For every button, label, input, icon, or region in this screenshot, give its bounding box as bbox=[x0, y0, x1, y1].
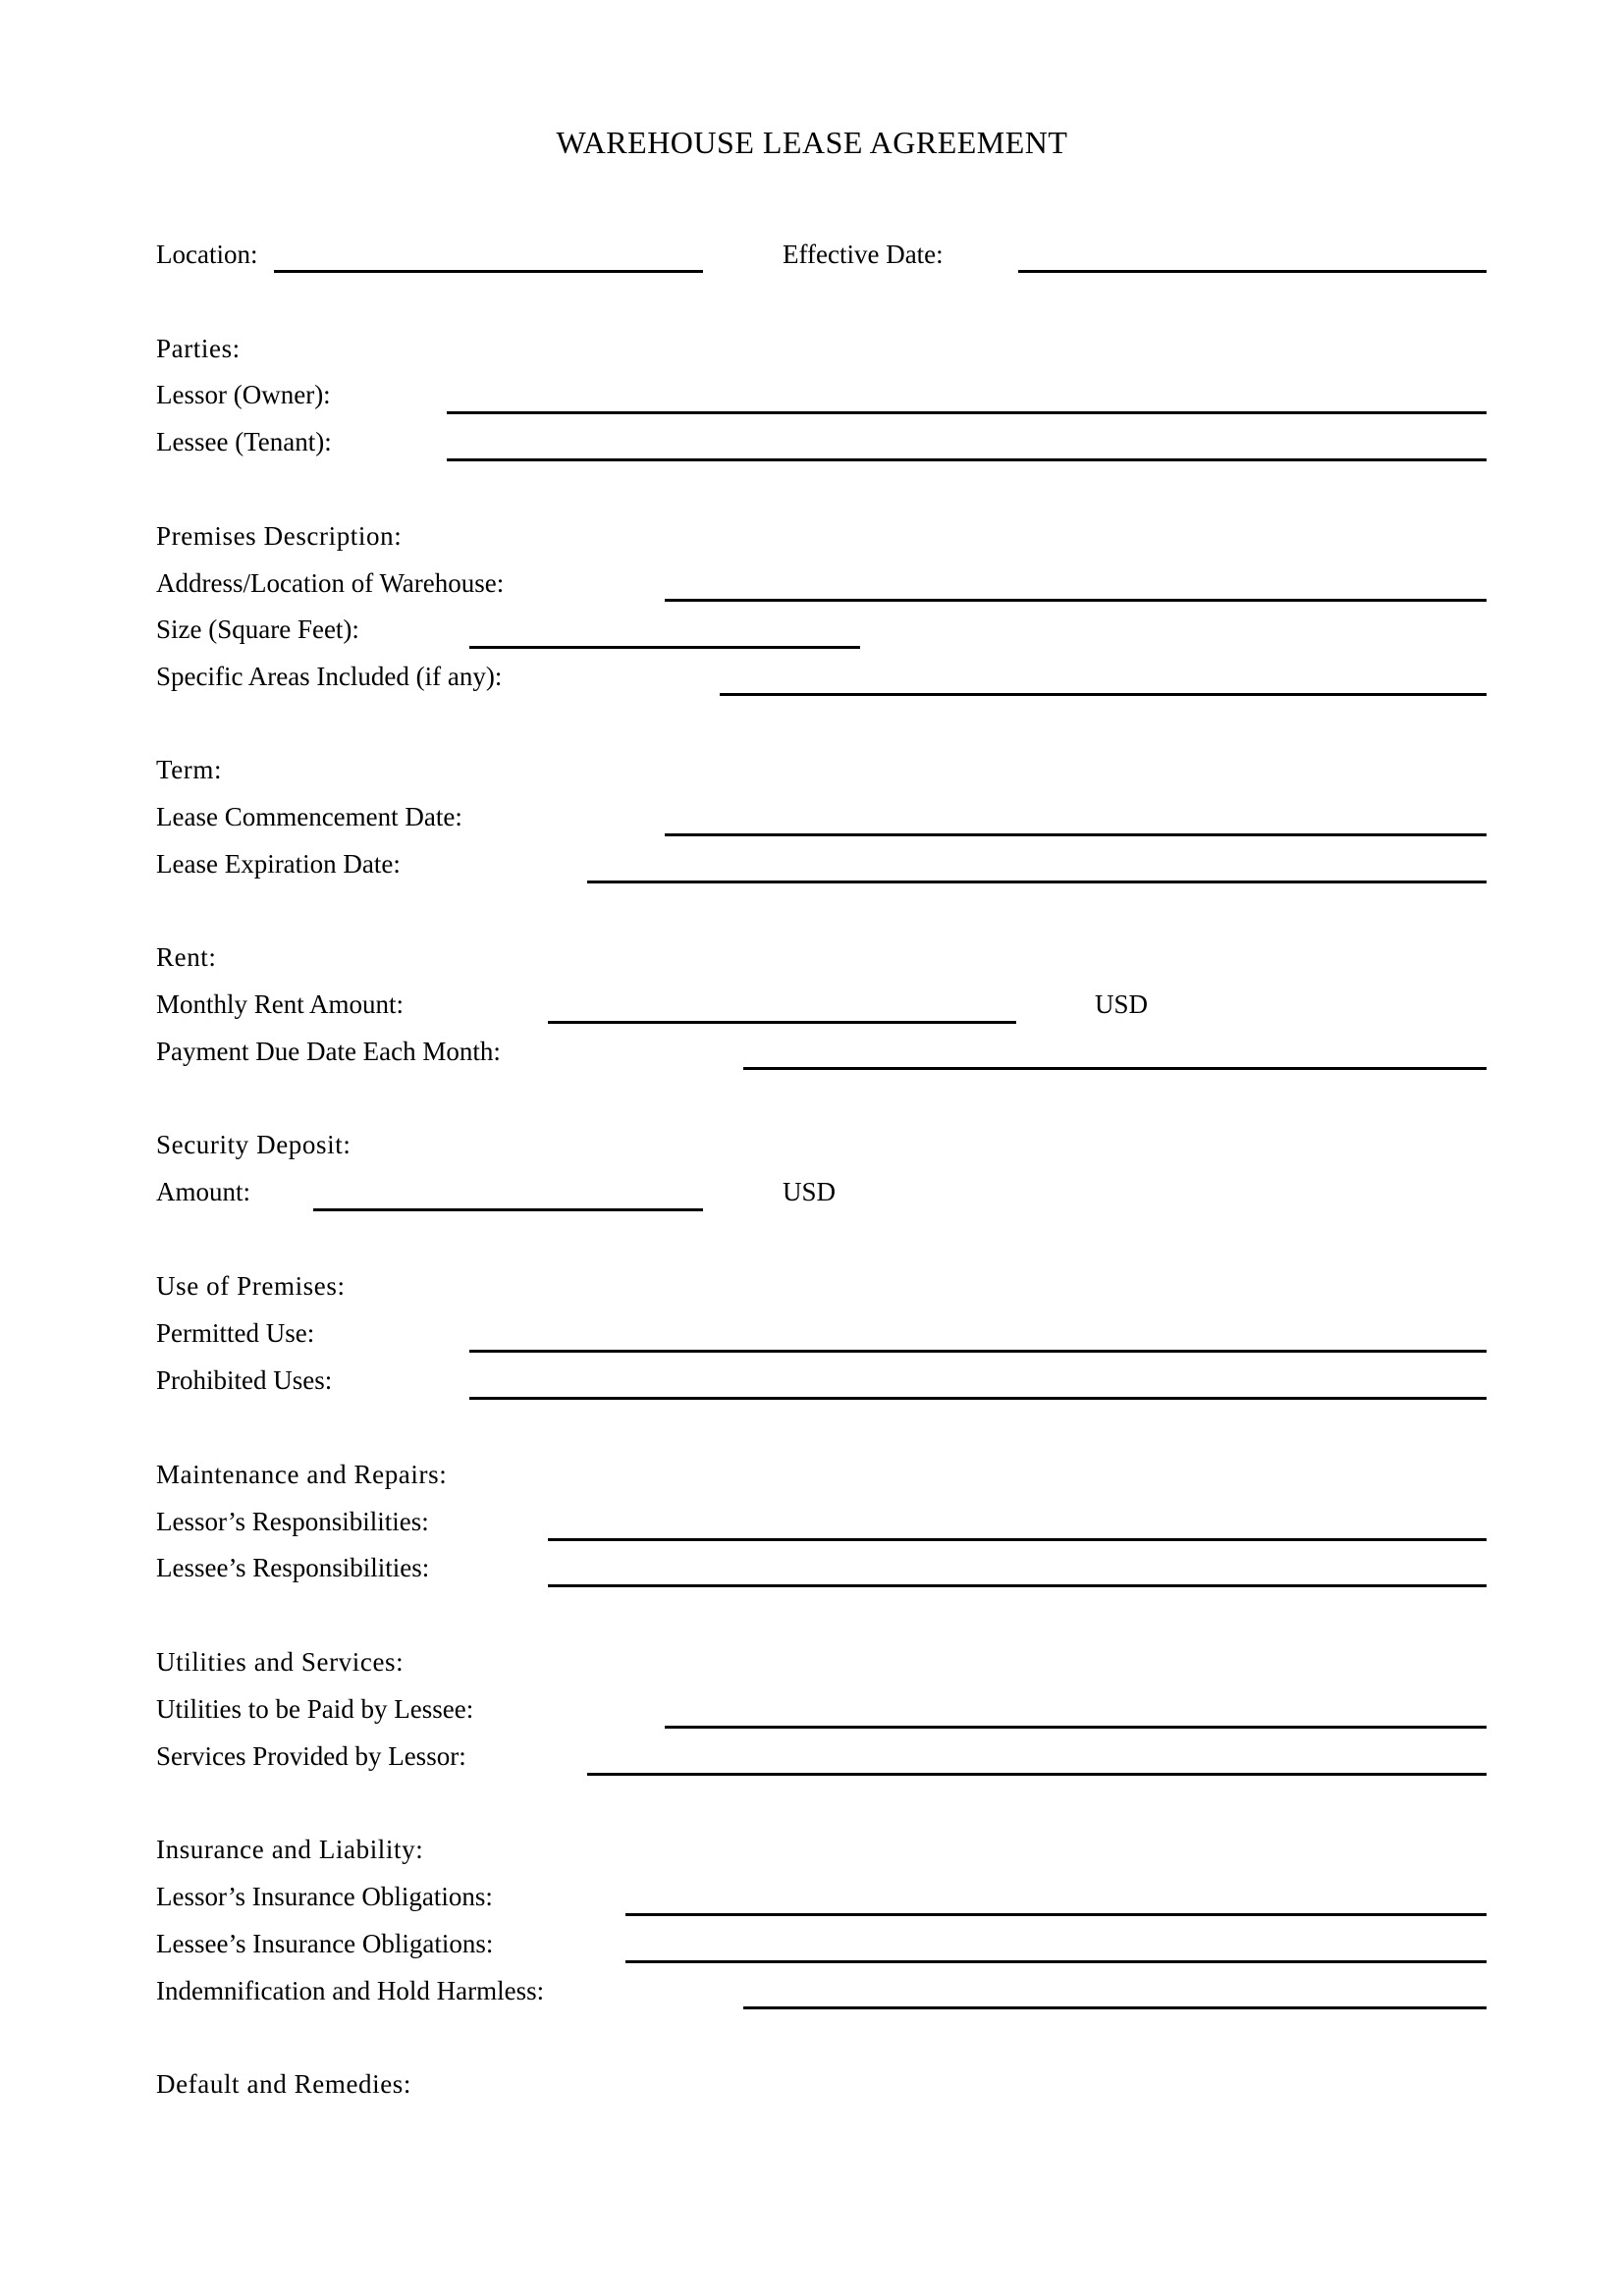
lessee-tenant-label: Lessee (Tenant): bbox=[156, 427, 332, 456]
utilities-heading: Utilities and Services: bbox=[156, 1647, 405, 1677]
location-label: Location: bbox=[156, 240, 258, 269]
indemnification-field[interactable] bbox=[743, 2006, 1487, 2009]
commencement-date-field[interactable] bbox=[665, 833, 1487, 836]
utilities-paid-by-lessee-field[interactable] bbox=[665, 1726, 1487, 1729]
insurance-heading: Insurance and Liability: bbox=[156, 1835, 424, 1864]
prohibited-uses-label: Prohibited Uses: bbox=[156, 1365, 333, 1395]
document-title: WAREHOUSE LEASE AGREEMENT bbox=[556, 125, 1068, 160]
lessor-insurance-label: Lessor’s Insurance Obligations: bbox=[156, 1882, 493, 1911]
rent-heading: Rent: bbox=[156, 942, 217, 972]
lessee-insurance-field[interactable] bbox=[625, 1960, 1487, 1963]
specific-areas-label: Specific Areas Included (if any): bbox=[156, 662, 503, 691]
parties-heading: Parties: bbox=[156, 334, 241, 363]
default-remedies-heading: Default and Remedies: bbox=[156, 2069, 412, 2099]
services-provided-by-lessor-label: Services Provided by Lessor: bbox=[156, 1741, 466, 1771]
location-field[interactable] bbox=[274, 270, 703, 273]
payment-due-date-label: Payment Due Date Each Month: bbox=[156, 1037, 501, 1066]
term-heading: Term: bbox=[156, 755, 223, 784]
effective-date-label: Effective Date: bbox=[783, 240, 944, 269]
lessor-responsibilities-label: Lessor’s Responsibilities: bbox=[156, 1507, 429, 1536]
warehouse-address-field[interactable] bbox=[665, 599, 1487, 602]
prohibited-uses-field[interactable] bbox=[469, 1397, 1487, 1400]
indemnification-label: Indemnification and Hold Harmless: bbox=[156, 1976, 545, 2005]
utilities-paid-by-lessee-label: Utilities to be Paid by Lessee: bbox=[156, 1694, 474, 1724]
premises-heading: Premises Description: bbox=[156, 521, 403, 551]
deposit-amount-label: Amount: bbox=[156, 1177, 251, 1206]
commencement-date-label: Lease Commencement Date: bbox=[156, 802, 462, 831]
permitted-use-field[interactable] bbox=[469, 1350, 1487, 1353]
monthly-rent-currency: USD bbox=[1095, 989, 1149, 1019]
use-of-premises-heading: Use of Premises: bbox=[156, 1271, 346, 1301]
deposit-amount-field[interactable] bbox=[313, 1208, 703, 1211]
security-deposit-heading: Security Deposit: bbox=[156, 1130, 352, 1159]
size-square-feet-field[interactable] bbox=[469, 646, 860, 649]
permitted-use-label: Permitted Use: bbox=[156, 1318, 315, 1348]
lessor-responsibilities-field[interactable] bbox=[548, 1538, 1487, 1541]
maintenance-heading: Maintenance and Repairs: bbox=[156, 1460, 448, 1489]
monthly-rent-label: Monthly Rent Amount: bbox=[156, 989, 405, 1019]
lessee-responsibilities-label: Lessee’s Responsibilities: bbox=[156, 1553, 430, 1582]
effective-date-field[interactable] bbox=[1018, 270, 1487, 273]
size-square-feet-label: Size (Square Feet): bbox=[156, 614, 359, 644]
payment-due-date-field[interactable] bbox=[743, 1067, 1487, 1070]
lessee-responsibilities-field[interactable] bbox=[548, 1584, 1487, 1587]
services-provided-by-lessor-field[interactable] bbox=[587, 1773, 1487, 1776]
monthly-rent-field[interactable] bbox=[548, 1021, 1016, 1024]
lessor-owner-label: Lessor (Owner): bbox=[156, 380, 331, 409]
expiration-date-label: Lease Expiration Date: bbox=[156, 849, 401, 879]
specific-areas-field[interactable] bbox=[720, 693, 1487, 696]
lessor-insurance-field[interactable] bbox=[625, 1913, 1487, 1916]
lessor-owner-field[interactable] bbox=[447, 411, 1487, 414]
lessee-insurance-label: Lessee’s Insurance Obligations: bbox=[156, 1929, 494, 1958]
expiration-date-field[interactable] bbox=[587, 881, 1487, 883]
warehouse-address-label: Address/Location of Warehouse: bbox=[156, 568, 505, 598]
deposit-amount-currency: USD bbox=[783, 1177, 837, 1206]
lessee-tenant-field[interactable] bbox=[447, 458, 1487, 461]
